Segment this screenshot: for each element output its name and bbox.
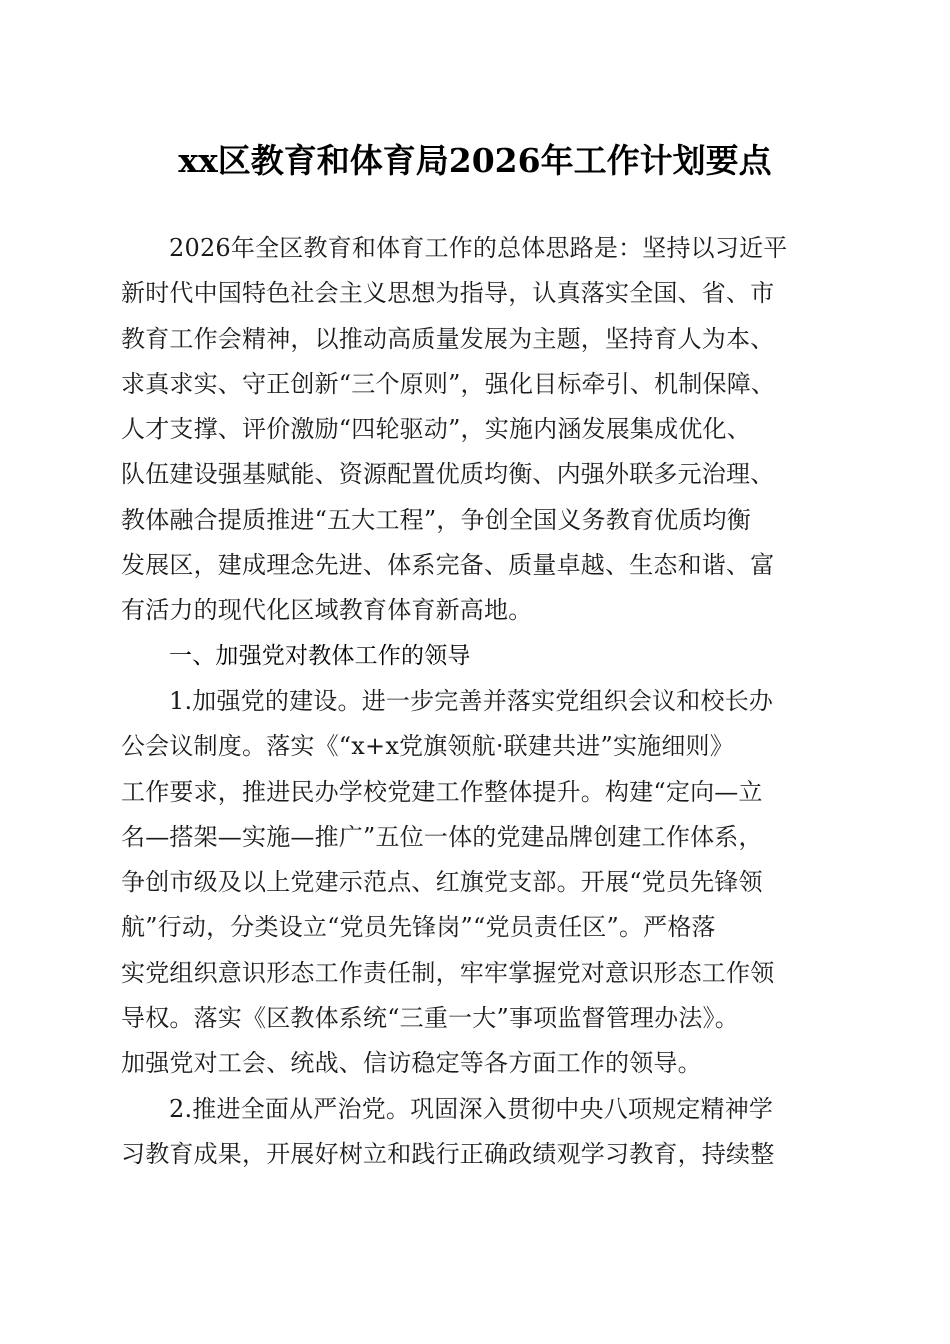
paragraph-line: 航”行动，分类设立“党员先锋岗”“党员责任区”。严格落 [121,913,716,942]
paragraph-line: 教育工作会精神，以推动高质量发展为主题，坚持育人为本、 [121,324,775,353]
document-body [121,226,841,1177]
paragraph-line: 2.推进全面从严治党。巩固深入贯彻中央八项规定精神学 [169,1094,774,1123]
paragraph-line: 新时代中国特色社会主义思想为指导，认真落实全国、省、市 [121,279,775,308]
paragraph-line: 人才支撑、评价激励“四轮驱动”，实施内涵发展集成优化、 [121,415,751,444]
paragraph-line: 有活力的现代化区域教育体育新高地。 [121,596,533,625]
paragraph-line: 队伍建设强基赋能、资源配置优质均衡、内强外联多元治理、 [121,460,775,489]
paragraph-line: 发展区，建成理念先进、体系完备、质量卓越、生态和谐、富 [121,551,775,580]
paragraph-line: 工作要求，推进民办学校党建工作整体提升。构建“定向—立 [121,777,763,806]
paragraph-line: 实党组织意识形态工作责任制，牢牢掌握党对意识形态工作领 [121,958,775,987]
paragraph-line: 1.加强党的建设。进一步完善并落实党组织会议和校长办 [169,686,774,715]
paragraph-line: 2026年全区教育和体育工作的总体思路是：坚持以习近平 [169,234,788,262]
paragraph-line: 争创市级及以上党建示范点、红旗党支部。开展“党员先锋领 [121,868,763,897]
document-title: xx区教育和体育局2026年工作计划要点 [178,141,772,180]
paragraph-line: 名—搭架—实施—推广”五位一体的党建品牌创建工作体系， [121,822,763,851]
paragraph-line: 求真求实、守正创新“三个原则”，强化目标牵引、机制保障、 [121,369,776,398]
paragraph-line: 教体融合提质推进“五大工程”，争创全国义务教育优质均衡 [121,505,751,534]
paragraph-line: 习教育成果，开展好树立和践行正确政绩观学习教育，持续整 [121,1139,775,1168]
paragraph-line: 公会议制度。落实《“x+x党旗领航·联建共进”实施细则》 [121,732,734,761]
section-heading: 一、加强党对教体工作的领导 [169,642,471,669]
paragraph-line: 加强党对工会、统战、信访稳定等各方面工作的领导。 [121,1049,702,1078]
paragraph-line: 导权。落实《区教体系统“三重一大”事项监督管理办法》。 [121,1004,739,1033]
